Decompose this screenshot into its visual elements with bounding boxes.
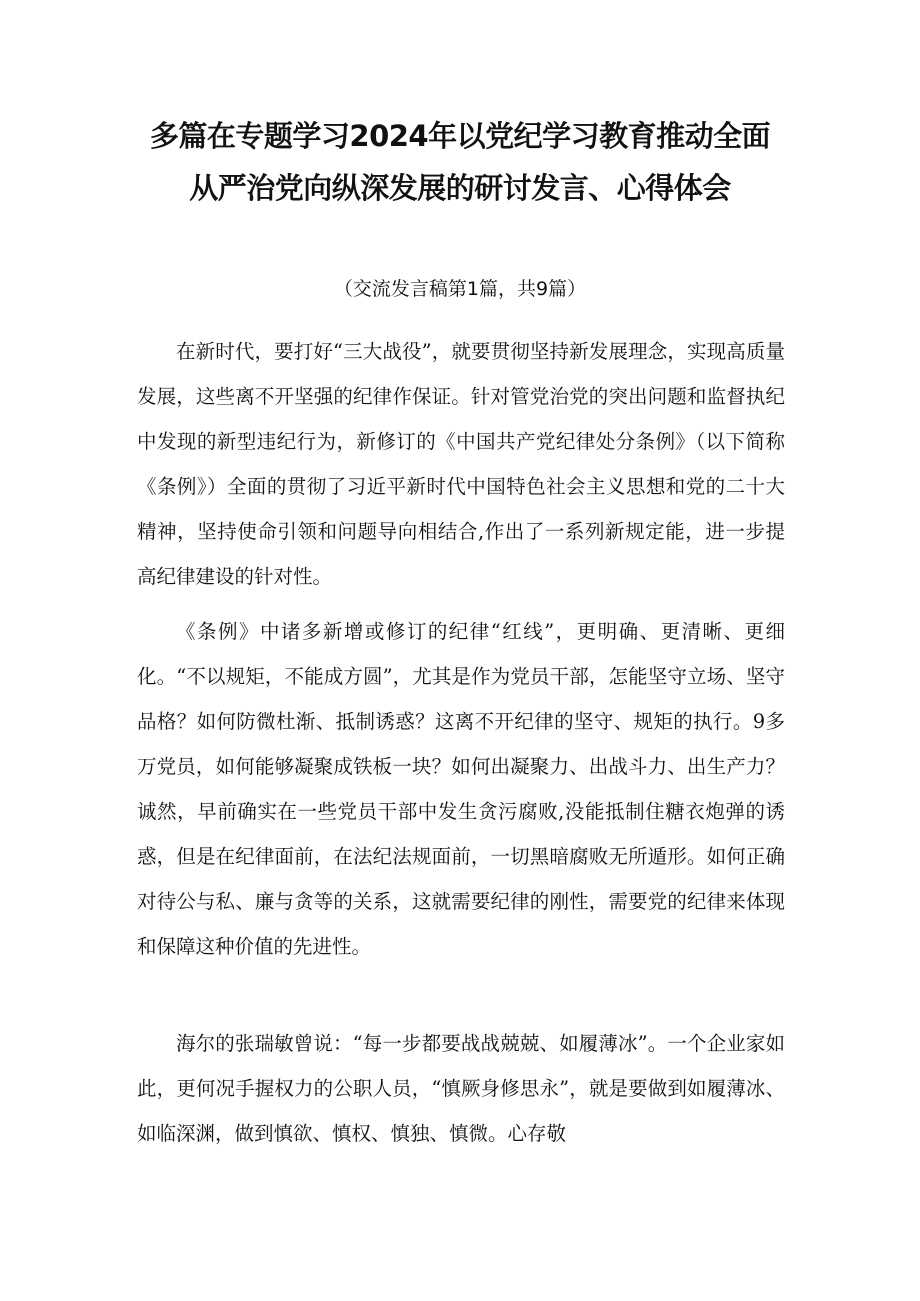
body-paragraph: 海尔的张瑞敏曾说：“每一步都要战战兢兢、如履薄冰”。一个企业家如此，更何况手握权力的公职人员，“慎厥身修思永”，就是要做到如履薄冰、如临深渊，做到慎欲、慎权、慎独、慎微。心存敬 xyxy=(137,1032,785,1145)
title-line-2: 从严治党向纵深发展的研讨发言、心得体会 xyxy=(189,171,731,205)
title-line-1: 多篇在专题学习2024年以党纪学习教育推动全面 xyxy=(149,119,771,153)
document-title xyxy=(0,110,920,214)
document-subtitle: （交流发言稿第1篇，共9篇） xyxy=(333,278,587,300)
body-paragraph: 《条例》中诸多新增或修订的纪律“红线”，更明确、更清晰、更细化。“不以规矩，不能成方圆”，尤其是作为党员干部，怎能坚守立场、坚守品格？如何防微杜渐、抵制诱惑？这离不开纪律的坚守、规矩的执行。9多万党员，如何能够凝聚成铁板一块？如何出凝聚力、出战斗力、出生产力？诚然，早前确实在一些党员干部中发生贪污腐败,没能抵制住糖衣炮弹的诱惑，但是在纪律面前，在法纪法规面前，一切黑暗腐败无所遁形。如何正确对待公与私、廉与贪等的关系，这就需要纪律的刚性，需要党的纪律来体现和保障这种价值的先进性。 xyxy=(137,620,785,958)
body-paragraph: 在新时代，要打好“三大战役”，就要贯彻坚持新发展理念，实现高质量发展，这些离不开坚强的纪律作保证。针对管党治党的突出问题和监督执纪中发现的新型违纪行为，新修订的《中国共产党纪律处分条例》（以下简称《条例》）全面的贯彻了习近平新时代中国特色社会主义思想和党的二十大精神，坚持使命引领和问题导向相结合,作出了一系列新规定能，进一步提高纪律建设的针对性。 xyxy=(137,340,785,588)
